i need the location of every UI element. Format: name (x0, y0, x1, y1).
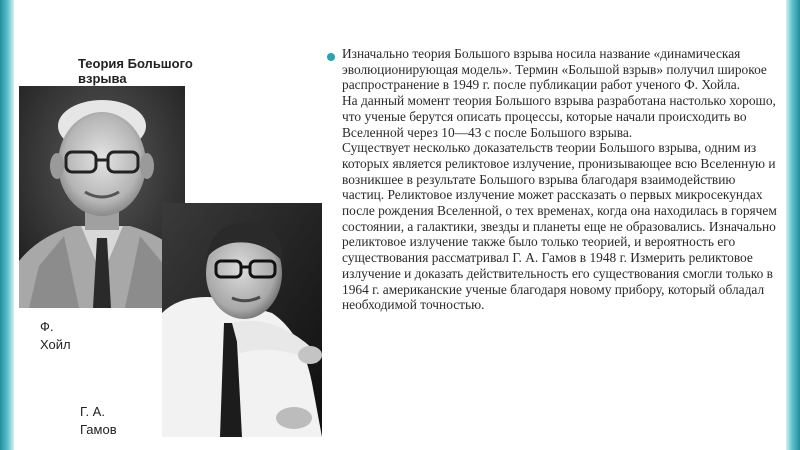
paragraph-1: Изначально теория Большого взрыва носила название «динамическая эволюционирующая модель». Термин «Большой взрыв» получил широкое распространение в 1949 г. после публикации работ ученого Ф. Хойла. (342, 46, 767, 93)
gamow-caption-line-2: Гамов (80, 422, 117, 437)
left-edge-decoration (0, 0, 14, 450)
hoyle-photo (19, 86, 185, 308)
slide-title: Теория Большого взрыва (78, 56, 193, 86)
body-text (342, 46, 780, 313)
hoyle-caption (40, 318, 71, 354)
paragraph-2: На данный момент теория Большого взрыва разработана настолько хорошо, что ученые берутся описать процессы, которые начали происходить во Вселенной через 10—43 с после Большого взрыва. (342, 93, 776, 140)
paragraph-3: Существует несколько доказательств теории Большого взрыва, одним из которых является реликтовое излучение, пронизывающее всю Вселенную и возникшее в результате Большого взрыва благодаря взаимодействию частиц. Реликтовое излучение может рассказать о первых микросекундах после рождения Вселенной, о тех временах, когда она находилась в горячем состоянии, а галактики, звезды и планеты еще не образовались. Изначально реликтовое излучение также было только теорией, и вероятность его существования рассматривал Г. А. Гамов в 1948 г. Измерить реликтовое излучение и доказать действительность его существования смогли только в 1964 г. американские ученые благодаря новому прибору, который обладал необходимой точностью. (342, 140, 777, 313)
gamow-caption-line-1: Г. А. (80, 404, 105, 419)
gamow-caption (80, 403, 117, 439)
hoyle-caption-line-2: Хойл (40, 337, 71, 352)
right-edge-decoration (786, 0, 800, 450)
bullet-icon (327, 53, 335, 61)
gamow-photo (162, 203, 322, 437)
hoyle-caption-line-1: Ф. (40, 319, 54, 334)
